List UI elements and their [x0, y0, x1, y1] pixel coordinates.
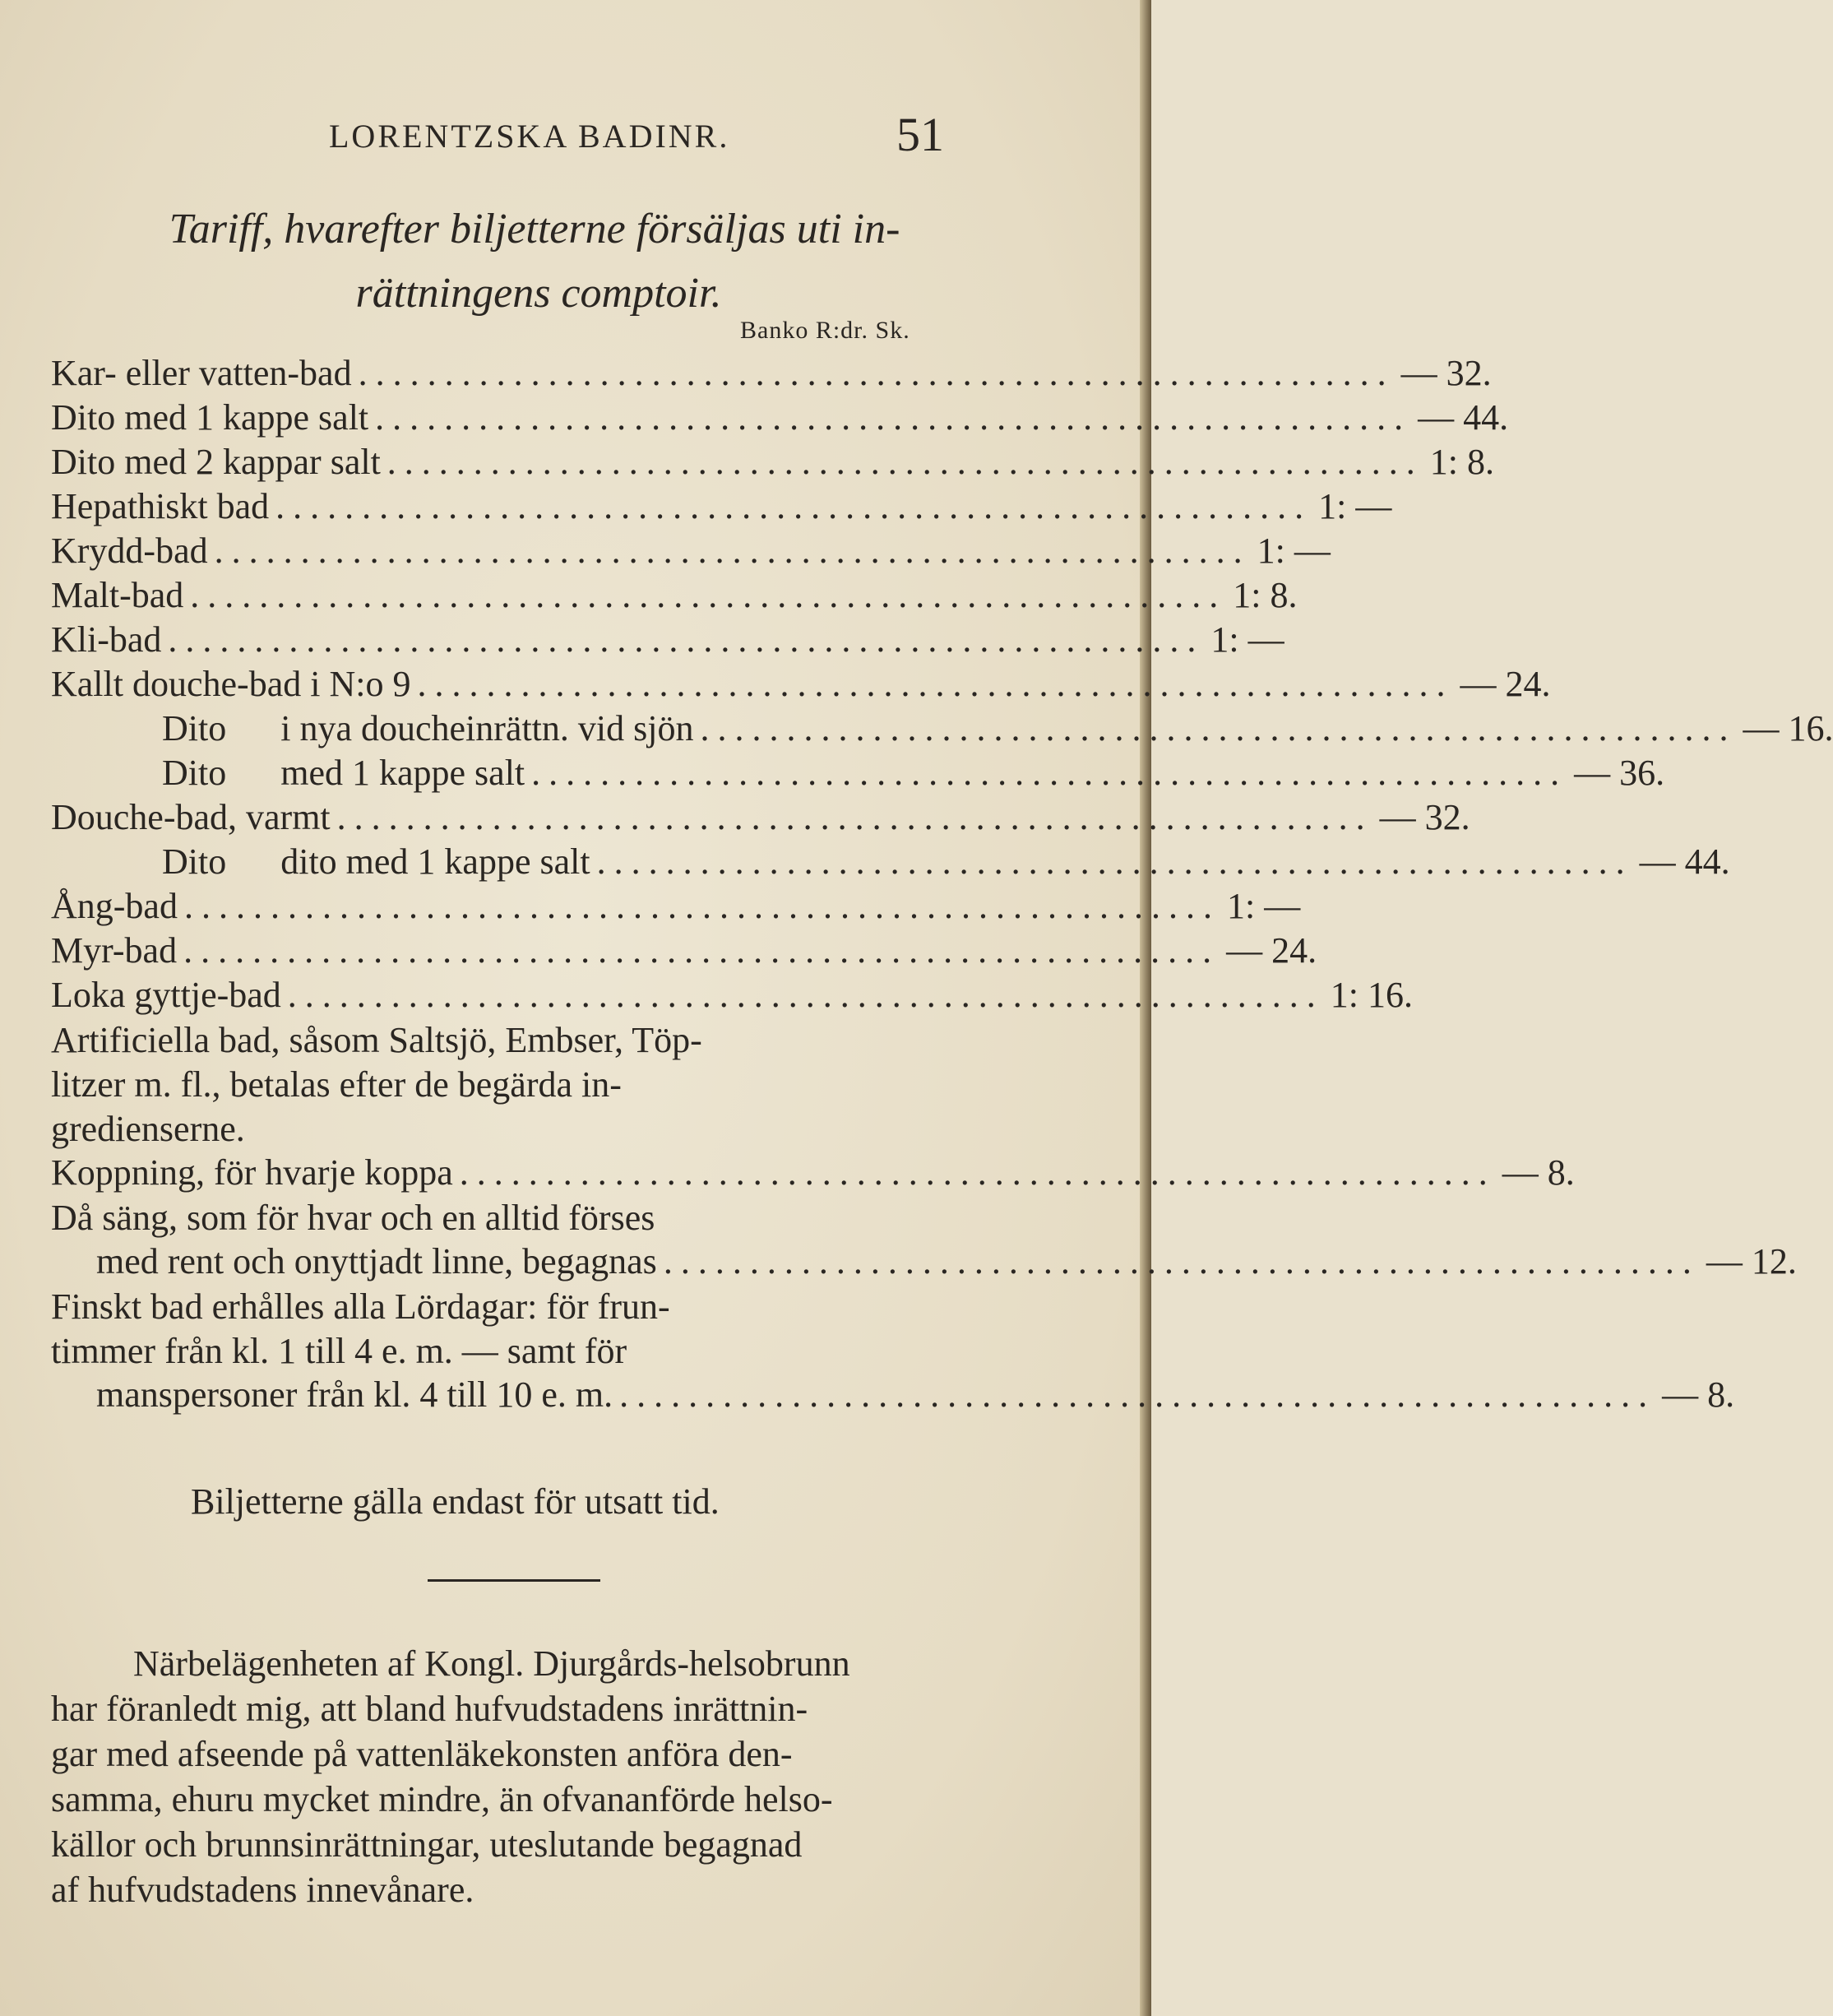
tariff-price: 1: 8.	[1429, 442, 1495, 482]
leader-dots: ............................................................	[168, 619, 1205, 660]
leader-dots: ............................................................	[358, 353, 1395, 393]
leader-dots: ............................................................	[336, 797, 1373, 837]
leader-dots: ............................................................	[183, 886, 1220, 926]
paragraph-line-2: har föranledt mig, att bland hufvudstadens inrättnin-	[51, 1689, 808, 1729]
tariff-row	[51, 530, 1331, 574]
leader-dots: ............................................................	[531, 753, 1568, 793]
paragraph-line-3: gar med afseende på vattenläkekonsten anföra den-	[51, 1734, 793, 1774]
artificial-line-2: litzer m. fl., betalas efter de begärda in-	[51, 1064, 622, 1105]
tariff-label: Dito med 1 kappe salt	[162, 753, 525, 793]
tariff-price: 1: —	[1210, 619, 1284, 660]
leader-dots: ............................................................	[387, 442, 1423, 482]
title-line-1: Tariff, hvarefter biljetterne försäljas uti in-	[169, 206, 900, 253]
tariff-label: Dito med 2 kappar salt	[51, 442, 381, 482]
artificial-line-1: Artificiella bad, såsom Saltsjö, Embser, Töp-	[51, 1020, 702, 1060]
tariff-price: 1: —	[1318, 486, 1392, 526]
leader-dots: ............................................................	[596, 841, 1633, 882]
paragraph-line-6: af hufvudstadens innevånare.	[51, 1870, 474, 1910]
tariff-row	[51, 619, 1284, 663]
tariff-label: Douche-bad, varmt	[51, 797, 331, 837]
leader-dots: ............................................................	[214, 531, 1251, 571]
leader-dots: ............................................................	[619, 1374, 1656, 1415]
tariff-row	[51, 485, 1392, 530]
finskt-line-3: manspersoner från kl. 4 till 10 e. m.	[96, 1374, 613, 1415]
tariff-row	[51, 707, 1833, 752]
tariff-label: Ång-bad	[51, 886, 178, 926]
leader-dots: ............................................................	[275, 486, 1312, 526]
tariff-price: 1: —	[1226, 886, 1301, 926]
leader-dots: ............................................................	[700, 708, 1737, 748]
tariff-label: Loka gyttje-bad	[51, 975, 281, 1015]
tariff-price: — 16.	[1743, 708, 1833, 748]
paragraph-line-1: Närbelägenheten af Kongl. Djurgårds-helsobrunn	[133, 1643, 850, 1684]
currency-header: Banko R:dr. Sk.	[740, 317, 910, 344]
finskt-line-2: timmer från kl. 1 till 4 e. m. — samt för	[51, 1331, 627, 1371]
finskt-line-1: Finskt bad erhålles alla Lördagar: för frun-	[51, 1286, 670, 1327]
tariff-row	[51, 752, 1665, 796]
tariff-price: — 24.	[1226, 930, 1317, 971]
tariff-row	[51, 441, 1495, 485]
tariff-label: Krydd-bad	[51, 531, 208, 571]
finskt-row	[51, 1374, 1735, 1418]
tariff-label: Myr-bad	[51, 930, 178, 971]
koppning-price: — 8.	[1502, 1152, 1575, 1193]
tariff-row	[51, 841, 1730, 885]
leader-dots: ............................................................	[287, 975, 1324, 1015]
leader-dots: ............................................................	[459, 1152, 1496, 1193]
tariff-label: Dito dito med 1 kappe salt	[162, 841, 590, 882]
sang-line-2: med rent och onyttjadt linne, begagnas	[96, 1241, 657, 1281]
sang-row	[51, 1240, 1797, 1285]
finskt-entry	[51, 1285, 995, 1374]
sang-price: — 12.	[1706, 1241, 1797, 1281]
tariff-label: Dito i nya doucheinrättn. vid sjön	[162, 708, 694, 748]
tariff-row	[51, 974, 1414, 1018]
leader-dots: ............................................................	[183, 930, 1220, 971]
tariff-list	[51, 352, 1833, 1418]
leader-dots: ............................................................	[375, 397, 1412, 438]
tariff-price: — 44.	[1639, 841, 1730, 882]
artificial-baths-note	[51, 1018, 995, 1152]
tariff-price: 1: 8.	[1233, 575, 1298, 615]
tariff-row	[51, 396, 1509, 441]
body-paragraph	[51, 1641, 995, 1912]
tariff-price: — 44.	[1418, 397, 1509, 438]
tariff-label: Malt-bad	[51, 575, 184, 615]
tariff-row	[51, 663, 1551, 707]
tariff-label: Dito med 1 kappe salt	[51, 397, 369, 438]
section-divider	[428, 1579, 600, 1582]
paragraph-line-4: samma, ehuru mycket mindre, än ofvananförde helso-	[51, 1779, 833, 1819]
koppning-row	[51, 1152, 1575, 1196]
leader-dots: ............................................................	[417, 664, 1454, 704]
tariff-label: Kallt douche-bad i N:o 9	[51, 664, 411, 704]
tariff-row	[51, 885, 1301, 929]
tariff-price: 1: —	[1257, 531, 1331, 571]
artificial-line-3: gredienserne.	[51, 1109, 245, 1149]
tariff-label: Hepathiskt bad	[51, 486, 270, 526]
sang-line-1: Då säng, som för hvar och en alltid förses	[51, 1198, 655, 1238]
tariff-title	[90, 197, 979, 326]
tariff-price: — 24.	[1460, 664, 1551, 704]
koppning-label: Koppning, för hvarje koppa	[51, 1152, 453, 1193]
page-number: 51	[896, 108, 944, 161]
tariff-price: — 32.	[1379, 797, 1470, 837]
tariff-price: 1: 16.	[1330, 975, 1414, 1015]
paragraph-line-5: källor och brunnsinrättningar, uteslutande begagnad	[51, 1824, 803, 1865]
tariff-row	[51, 929, 1317, 974]
closing-note: Biljetterne gälla endast för utsatt tid.	[191, 1481, 720, 1522]
tariff-price: — 32.	[1400, 353, 1492, 393]
finskt-price: — 8.	[1662, 1374, 1735, 1415]
tariff-row	[51, 796, 1470, 841]
tariff-label: Kar- eller vatten-bad	[51, 353, 352, 393]
tariff-price: — 36.	[1574, 753, 1665, 793]
tariff-row	[51, 352, 1492, 396]
title-line-2: rättningens comptoir.	[355, 270, 722, 317]
sang-entry	[51, 1196, 995, 1240]
leader-dots: ............................................................	[190, 575, 1227, 615]
running-head: LORENTZSKA BADINR.	[329, 118, 730, 155]
tariff-label: Kli-bad	[51, 619, 162, 660]
tariff-row	[51, 574, 1298, 619]
leader-dots: ............................................................	[663, 1241, 1700, 1281]
